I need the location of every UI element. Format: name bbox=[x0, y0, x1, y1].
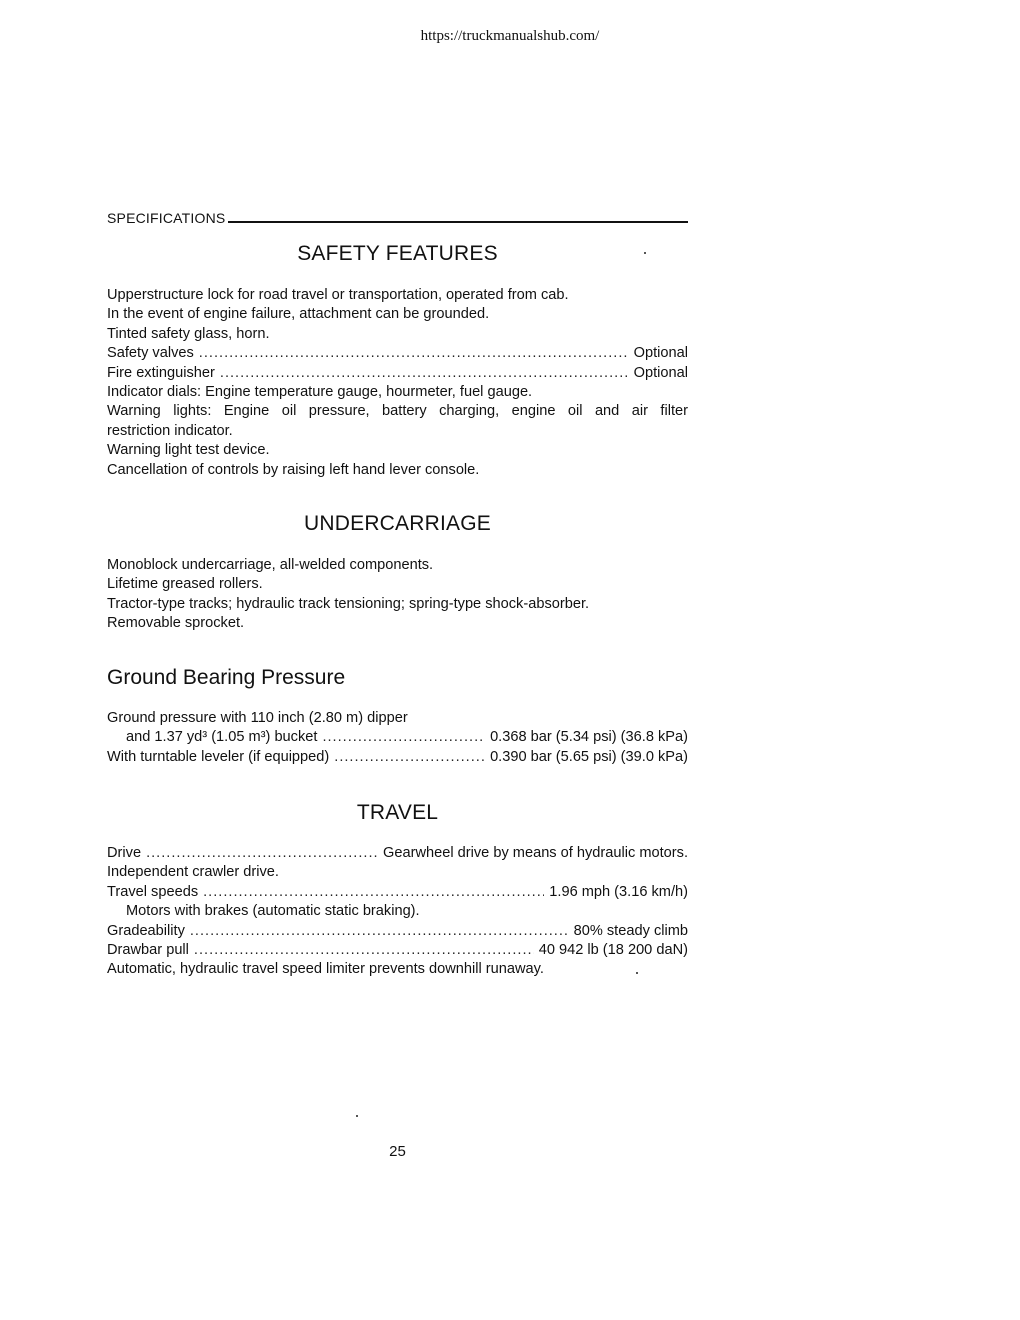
dot-leader bbox=[199, 344, 629, 363]
source-url[interactable]: https://truckmanualshub.com/ bbox=[420, 28, 600, 44]
travel-line: Motors with brakes (automatic static braking). bbox=[126, 903, 420, 920]
spec-label: With turntable leveler (if equipped) bbox=[107, 748, 330, 765]
safety-features-body bbox=[107, 286, 688, 480]
undercarriage-line: Removable sprocket. bbox=[107, 615, 245, 632]
spec-value: 40 942 lb (18 200 daN) bbox=[538, 941, 688, 958]
dot-leader bbox=[194, 941, 534, 960]
spec-label: Drawbar pull bbox=[107, 941, 189, 958]
dot-leader bbox=[203, 883, 544, 902]
dot-leader bbox=[334, 748, 485, 767]
travel-line: Independent crawler drive. bbox=[107, 864, 279, 881]
undercarriage-line: Tractor-type tracks; hydraulic track tensioning; spring-type shock-absorber. bbox=[107, 595, 590, 612]
safety-line: restriction indicator. bbox=[107, 422, 233, 439]
ground-line: Ground pressure with 110 inch (2.80 m) dipper bbox=[107, 710, 408, 726]
safety-line: Upperstructure lock for road travel or transportation, operated from cab. bbox=[107, 287, 569, 303]
header-rule bbox=[228, 221, 688, 223]
ground-bearing-heading: Ground Bearing Pressure bbox=[107, 666, 346, 689]
dot-leader bbox=[190, 922, 569, 941]
safety-line: In the event of engine failure, attachment can be grounded. bbox=[107, 306, 490, 323]
section-header-label: SPECIFICATIONS bbox=[107, 210, 226, 226]
undercarriage-line: Lifetime greased rollers. bbox=[107, 576, 263, 593]
travel-body bbox=[107, 844, 688, 980]
spec-label: and 1.37 yd³ (1.05 m³) bucket bbox=[126, 729, 318, 746]
safety-line: Indicator dials: Engine temperature gauge, hourmeter, fuel gauge. bbox=[107, 383, 533, 400]
travel-heading: TRAVEL bbox=[356, 801, 439, 824]
spec-label: Travel speeds bbox=[107, 883, 199, 900]
safety-features-heading: SAFETY FEATURES bbox=[297, 242, 498, 265]
scan-speck bbox=[356, 1115, 358, 1117]
undercarriage-heading: UNDERCARRIAGE bbox=[304, 512, 491, 535]
scan-speck bbox=[636, 972, 638, 974]
spec-row-bucket bbox=[107, 728, 688, 747]
spec-row-travel-speeds bbox=[107, 883, 688, 902]
scan-speck bbox=[644, 252, 646, 254]
dot-leader bbox=[322, 728, 485, 747]
spec-label: Drive bbox=[107, 845, 142, 861]
spec-value: 80% steady climb bbox=[573, 922, 688, 939]
spec-label: Safety valves bbox=[107, 345, 194, 362]
spec-label: Gradeability bbox=[107, 922, 185, 939]
undercarriage-body bbox=[107, 556, 688, 634]
safety-line: Cancellation of controls by raising left hand lever console. bbox=[107, 461, 480, 478]
spec-value: Optional bbox=[633, 345, 688, 362]
spec-row-drawbar-pull bbox=[107, 941, 688, 960]
spec-value: 0.368 bar (5.34 psi) (36.8 kPa) bbox=[490, 729, 688, 746]
safety-line: Tinted safety glass, horn. bbox=[107, 325, 270, 342]
spec-value: Optional bbox=[633, 364, 688, 381]
dot-leader bbox=[220, 364, 629, 383]
ground-bearing-body bbox=[107, 709, 688, 767]
spec-row-safety-valves bbox=[107, 344, 688, 363]
spec-value: 0.390 bar (5.65 psi) (39.0 kPa) bbox=[490, 748, 688, 765]
spec-label: Fire extinguisher bbox=[107, 364, 215, 381]
safety-line: Warning light test device. bbox=[107, 442, 270, 459]
spec-row-drive bbox=[107, 844, 688, 863]
spec-row-turntable-leveler bbox=[107, 748, 688, 767]
spec-value: Gearwheel drive by means of hydraulic motors. bbox=[383, 845, 688, 861]
safety-line: Warning lights: Engine oil pressure, battery charging, engine oil and air filter bbox=[107, 403, 688, 420]
undercarriage-line: Monoblock undercarriage, all-welded components. bbox=[107, 557, 434, 573]
travel-line: Automatic, hydraulic travel speed limiter prevents downhill runaway. bbox=[107, 961, 544, 978]
section-header bbox=[107, 210, 688, 226]
spec-value: 1.96 mph (3.16 km/h) bbox=[549, 883, 688, 900]
spec-row-gradeability bbox=[107, 922, 688, 941]
spec-row-fire-extinguisher bbox=[107, 364, 688, 383]
dot-leader bbox=[146, 844, 378, 863]
page-number: 25 bbox=[389, 1143, 406, 1160]
